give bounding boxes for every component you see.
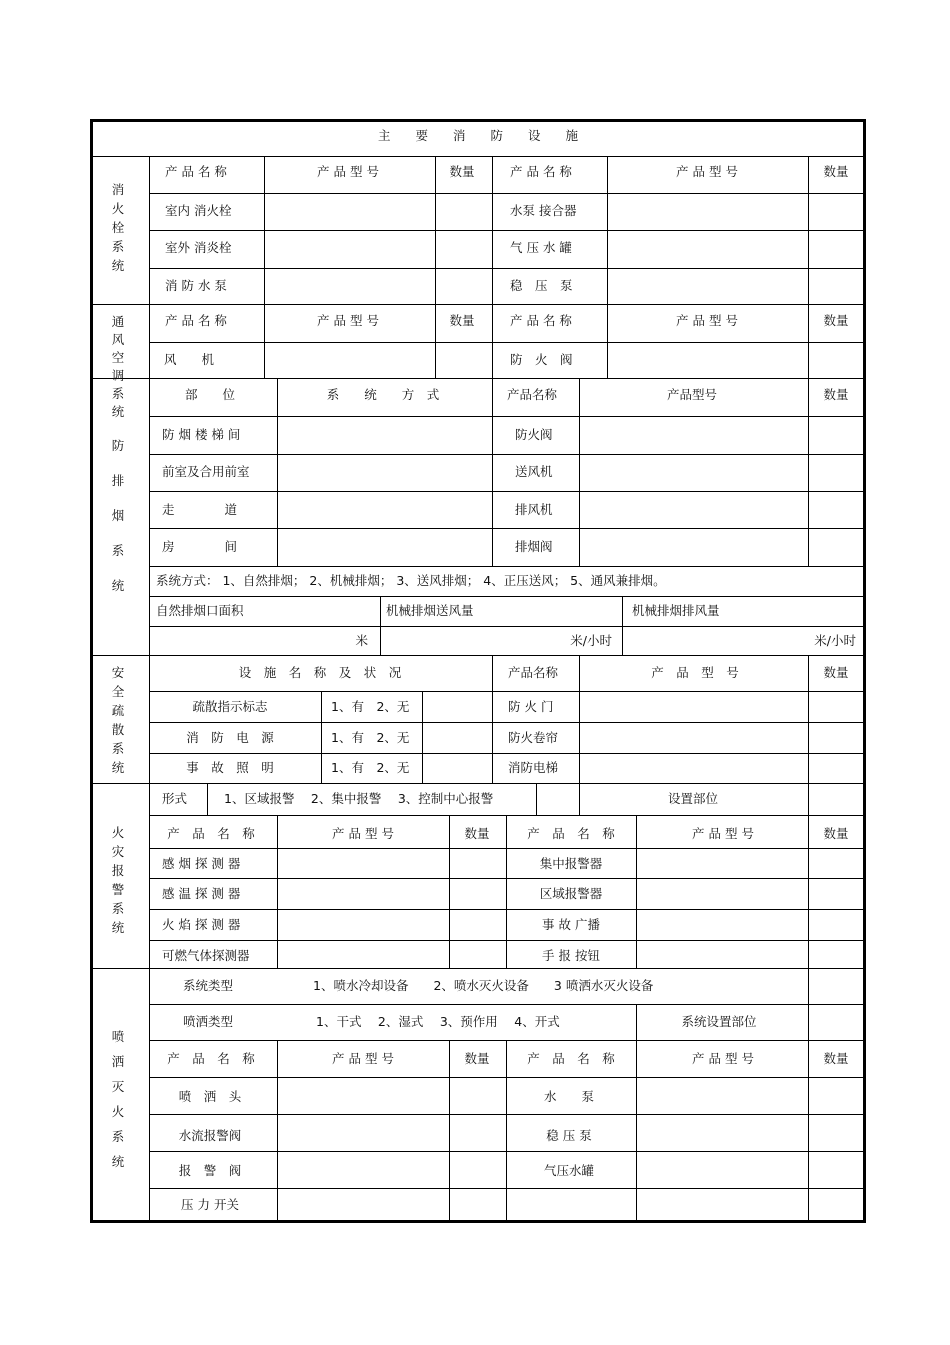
product-name: 室外 消炎栓 [165, 240, 232, 255]
grid-line [492, 304, 493, 378]
column-header: 数量 [823, 1051, 849, 1066]
detector-name: 感 温 探 测 器 [162, 886, 241, 901]
grid-line [149, 342, 863, 343]
grid-line [579, 655, 580, 783]
detector-name: 可燃气体探测器 [162, 948, 250, 963]
grid-line [149, 691, 863, 692]
facility-name: 消 防 电 源 [186, 730, 274, 745]
facility-name: 事 故 照 明 [186, 760, 274, 775]
product-name: 消防电梯 [508, 760, 559, 775]
column-header: 产 品 型 号 [332, 826, 394, 841]
fire-facilities-form [90, 119, 866, 1223]
grid-line [449, 1040, 450, 1220]
grid-line [149, 596, 863, 597]
grid-line [380, 596, 381, 655]
grid-line [622, 596, 623, 655]
grid-line [149, 626, 863, 627]
status-options: 1、有 2、无 [331, 760, 410, 775]
section-label-evacuation: 安全疏散系统 [111, 665, 125, 775]
product-name: 集中报警器 [539, 856, 603, 871]
grid-line [149, 156, 150, 1220]
product-name: 压 力 开关 [181, 1197, 239, 1212]
column-header: 数量 [823, 826, 849, 841]
grid-line [506, 1040, 507, 1220]
unit-label: 米/小时 [570, 633, 612, 648]
grid-line [149, 268, 863, 269]
section-label-sprinkler: 喷洒灭火系统 [111, 1029, 125, 1169]
grid-line [277, 815, 278, 968]
product-name: 水泵 接合器 [510, 203, 577, 218]
product-name: 气 压 水 罐 [510, 240, 572, 255]
column-header: 产 品 名 称 [165, 313, 227, 328]
page-title: 主 要 消 防 设 施 [377, 128, 579, 143]
column-header: 产 品 型 号 [317, 313, 379, 328]
grid-line [149, 722, 863, 723]
product-name: 排风机 [515, 502, 553, 517]
grid-line [277, 1040, 278, 1220]
column-header: 数量 [823, 665, 849, 680]
location-name: 房 间 [162, 539, 238, 554]
grid-line [149, 193, 863, 194]
unit-label: 米 [355, 633, 368, 648]
product-name: 水流报警阀 [178, 1128, 242, 1143]
system-modes-text: 系统方式： 1、自然排烟； 2、机械排烟； 3、送风排烟； 4、正压送风； 5、通风兼排烟。 [156, 573, 666, 588]
column-header: 产 品 型 号 [676, 164, 738, 179]
grid-line [149, 753, 863, 754]
product-name: 室内 消火栓 [165, 203, 232, 218]
grid-line [808, 783, 809, 815]
location-name: 防 烟 楼 梯 间 [162, 427, 241, 442]
product-name: 稳 压 泵 [510, 278, 573, 293]
grid-line [808, 1040, 809, 1220]
field-label: 机械排烟送风量 [386, 603, 474, 618]
grid-line [149, 454, 863, 455]
grid-line [579, 378, 580, 566]
grid-line [536, 783, 537, 815]
grid-line [636, 1040, 637, 1220]
grid-line [321, 691, 322, 783]
product-name: 手 报 按钮 [542, 948, 600, 963]
grid-line [277, 378, 278, 566]
field-label: 喷洒类型 [182, 1014, 234, 1029]
column-header: 数量 [823, 313, 849, 328]
grid-line [207, 783, 208, 815]
grid-line [93, 783, 863, 784]
column-header: 产 品 型 号 [317, 164, 379, 179]
column-header: 产 品 型 号 [692, 826, 754, 841]
product-name: 防 火 阀 [510, 352, 573, 367]
field-label: 形式 [162, 791, 188, 806]
product-name: 喷 洒 头 [178, 1089, 242, 1104]
section-label-smoke: 防排烟系统 [111, 438, 125, 593]
column-header: 产 品 型 号 [651, 665, 739, 680]
grid-line [636, 815, 637, 968]
column-header: 产 品 名 称 [527, 826, 615, 841]
grid-line [264, 156, 265, 304]
grid-line [149, 491, 863, 492]
grid-line [264, 304, 265, 378]
grid-line [808, 378, 809, 566]
location-name: 前室及合用前室 [162, 464, 250, 479]
grid-line [93, 156, 863, 157]
product-name: 防火阀 [515, 427, 553, 442]
column-header: 产 品 名 称 [167, 1051, 255, 1066]
grid-line [506, 815, 507, 968]
grid-line [808, 1004, 809, 1040]
section-label-hydrant: 消火栓系统 [111, 182, 125, 273]
grid-line [808, 304, 809, 378]
column-header: 产品名称 [507, 665, 559, 680]
grid-line [422, 691, 423, 783]
column-header: 数量 [449, 164, 475, 179]
product-name: 气压水罐 [543, 1163, 595, 1178]
column-header: 数量 [464, 826, 490, 841]
product-name: 防 火 门 [508, 699, 554, 714]
column-header: 产品型号 [666, 387, 718, 402]
grid-line [149, 1004, 863, 1005]
column-header: 产 品 名 称 [510, 164, 572, 179]
alarm-form-options: 1、区域报警 2、集中报警 3、控制中心报警 [224, 791, 494, 806]
status-options: 1、有 2、无 [331, 730, 410, 745]
product-name: 送风机 [515, 464, 553, 479]
column-header: 部 位 [184, 387, 236, 402]
column-header: 产 品 名 称 [165, 164, 227, 179]
grid-line [93, 655, 863, 656]
product-name: 防火卷帘 [508, 730, 559, 745]
grid-line [149, 566, 863, 567]
field-label: 系统设置部位 [681, 1014, 757, 1029]
product-name: 排烟阀 [515, 539, 553, 554]
column-header: 产 品 型 号 [692, 1051, 754, 1066]
column-header: 产 品 名 称 [527, 1051, 615, 1066]
grid-line [579, 783, 580, 815]
column-header: 数量 [449, 313, 475, 328]
field-label: 自然排烟口面积 [156, 603, 244, 618]
grid-line [636, 1004, 637, 1040]
grid-line [808, 655, 809, 783]
unit-label: 米/小时 [814, 633, 856, 648]
grid-line [607, 156, 608, 304]
detector-name: 火 焰 探 测 器 [162, 917, 241, 932]
column-header: 产 品 名 称 [510, 313, 572, 328]
product-name: 风 机 [164, 352, 215, 367]
grid-line [93, 304, 863, 305]
grid-line [435, 156, 436, 304]
grid-line [808, 815, 809, 968]
product-name: 区域报警器 [539, 886, 603, 901]
grid-line [93, 968, 863, 969]
grid-line [149, 230, 863, 231]
column-header: 产品名称 [506, 387, 558, 402]
facility-name: 疏散指示标志 [192, 699, 268, 714]
status-options: 1、有 2、无 [331, 699, 410, 714]
column-header: 设 施 名 称 及 状 况 [238, 665, 402, 680]
column-header: 数量 [464, 1051, 490, 1066]
section-label-ventilation: 通风空调系统 [111, 314, 125, 419]
field-label: 系统类型 [182, 978, 234, 993]
location-name: 走 道 [162, 502, 238, 517]
grid-line [93, 378, 863, 379]
product-name: 报 警 阀 [178, 1163, 242, 1178]
product-name: 稳 压 泵 [546, 1128, 592, 1143]
grid-line [435, 304, 436, 378]
column-header: 数量 [823, 164, 849, 179]
spray-type-options: 1、干式 2、湿式 3、预作用 4、开式 [316, 1014, 560, 1029]
column-header: 系 统 方 式 [326, 387, 440, 402]
column-header: 产 品 名 称 [167, 826, 255, 841]
product-name: 消 防 水 泵 [165, 278, 227, 293]
grid-line [492, 655, 493, 783]
system-type-options: 1、喷水冷却设备 2、喷水灭火设备 3 喷洒水灭火设备 [313, 978, 654, 993]
column-header: 产 品 型 号 [676, 313, 738, 328]
grid-line [808, 968, 809, 1004]
column-header: 数量 [823, 387, 849, 402]
grid-line [492, 156, 493, 304]
column-header: 产 品 型 号 [332, 1051, 394, 1066]
grid-line [149, 528, 863, 529]
product-name: 水 泵 [543, 1089, 595, 1104]
grid-line [449, 815, 450, 968]
field-label: 设置部位 [667, 791, 719, 806]
product-name: 事 故 广播 [542, 917, 600, 932]
grid-line [149, 416, 863, 417]
grid-line [492, 378, 493, 566]
section-label-alarm: 火灾报警系统 [111, 825, 125, 935]
detector-name: 感 烟 探 测 器 [162, 856, 241, 871]
grid-line [607, 304, 608, 378]
field-label: 机械排烟排风量 [632, 603, 720, 618]
grid-line [808, 156, 809, 304]
